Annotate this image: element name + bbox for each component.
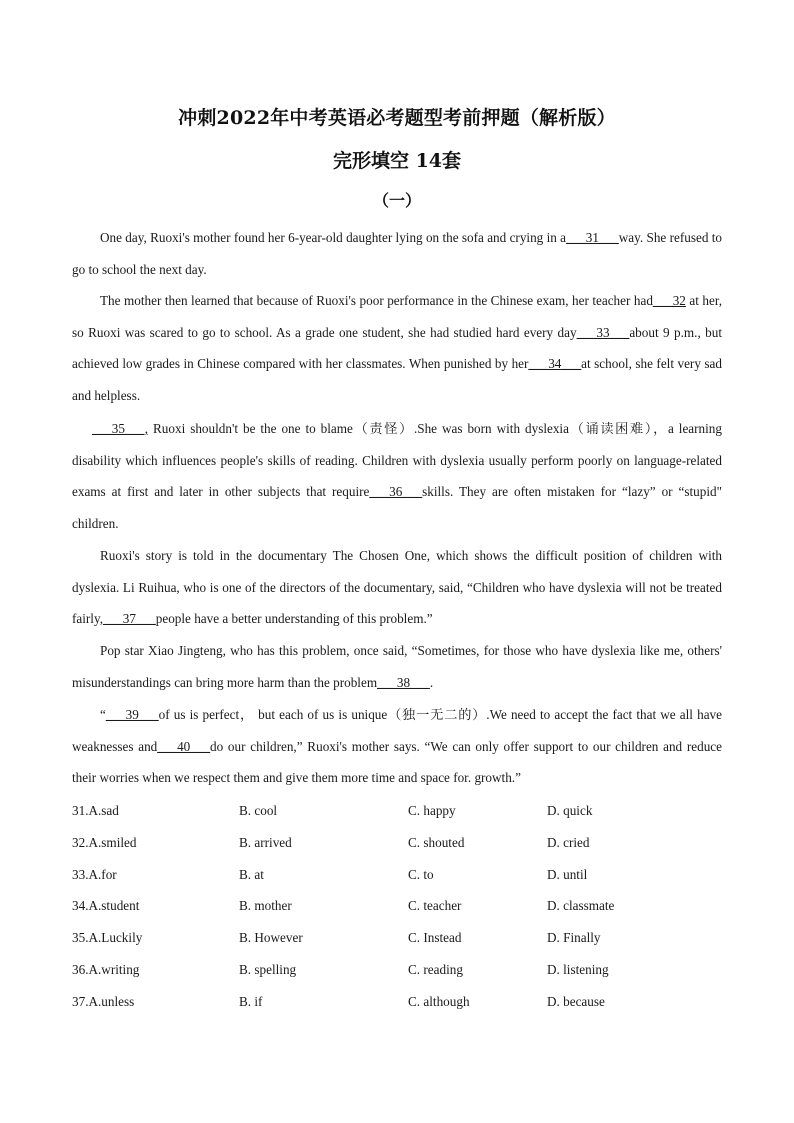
option-b: B. if [239, 993, 263, 1009]
option-a: 32.A.smiled [72, 834, 137, 850]
option-a: 31.A.sad [72, 803, 119, 818]
answer-options [72, 795, 722, 1018]
option-b: B. cool [239, 803, 278, 818]
option-c: C. Instead [408, 930, 462, 946]
blank-33: ___33___ [576, 324, 630, 340]
passage-paragraph-6 [72, 699, 722, 794]
passage-text: . [429, 674, 434, 690]
option-a: 33.A.for [72, 866, 117, 882]
passage-text: at school, she felt very sad and helpless. [72, 356, 722, 403]
passage-text: Pop star Xiao Jingteng, who has this problem, once said, “Sometimes, for those who have dyslexia like me, others' misunderstandings can bring more harm than the problem [72, 643, 722, 690]
passage-text: of us is perfect， but each of us is unique（独一无二的）.We need to accept the fact that we all have weaknesses and [72, 707, 722, 754]
section-heading: （一） [372, 191, 421, 210]
option-a: 35.A.Luckily [72, 930, 143, 946]
blank-34: ___34___ [528, 356, 582, 372]
blank-37: ___37___ [103, 611, 156, 627]
option-a: 37.A.unless [72, 993, 135, 1009]
question-32-options [72, 827, 722, 859]
passage-paragraph-1 [72, 222, 722, 285]
option-b: B. However [239, 930, 303, 946]
option-d: D. cried [547, 834, 590, 850]
passage-paragraph-4 [72, 540, 722, 635]
passage-text: The mother then learned that because of Ruoxi's poor performance in the Chinese exam, her teacher had [100, 293, 653, 308]
passage-text: people have a better understanding of this problem.” [155, 611, 433, 627]
question-36-options [72, 954, 722, 986]
passage-text: way. She refused to go to school the next day. [72, 230, 722, 277]
option-c: C. although [408, 993, 470, 1009]
passage-text: One day, Ruoxi's mother found her 6-year-old daughter lying on the sofa and crying in a [100, 230, 567, 245]
question-37-options [72, 986, 722, 1018]
option-b: B. spelling [239, 961, 297, 977]
option-c: C. shouted [408, 834, 465, 850]
option-a: 34.A.student [72, 898, 140, 914]
passage-text: Ruoxi shouldn't be the one to blame（责怪）.She was born with dyslexia（诵读困难），a learning disability which influences people's skills of reading. Children with dyslexia usually perform poorly on language-related exams at first and later in other subjects that require [72, 421, 722, 500]
question-33-options [72, 859, 722, 891]
option-b: B. arrived [239, 834, 292, 850]
option-d: D. because [547, 993, 605, 1009]
option-c: C. teacher [408, 898, 462, 914]
passage-paragraph-5 [72, 635, 722, 698]
blank-40: ___40___ [157, 738, 211, 754]
option-d: D. listening [547, 961, 609, 977]
option-a: 36.A.writing [72, 961, 140, 977]
option-d: D. quick [547, 803, 593, 818]
passage-text: Ruoxi's story is told in the documentary The Chosen One, which shows the difficult position of children with dyslexia. Li Ruihua, who is one of the directors of the documentary, said, “Children who have dyslexia will not be treated fairly, [72, 548, 722, 627]
option-d: D. until [547, 866, 588, 882]
question-35-options [72, 922, 722, 954]
blank-38: ___38___ [377, 674, 430, 690]
blank-36: ___36___ [369, 484, 423, 500]
option-b: B. mother [239, 898, 292, 914]
question-34-options [72, 890, 722, 922]
blank-35: ___35___, [92, 421, 149, 436]
question-31-options [72, 795, 722, 827]
option-b: B. at [239, 866, 264, 882]
option-c: C. happy [408, 803, 456, 818]
option-d: D. classmate [547, 898, 615, 914]
blank-39: ___39___ [105, 707, 159, 722]
blank-32: ___32 [652, 293, 686, 308]
option-d: D. Finally [547, 930, 601, 946]
option-c: C. reading [408, 961, 463, 977]
passage-text: at her, so Ruoxi was scared to go to school. As a grade one student, she had studied hard every day [72, 293, 722, 340]
blank-31: ___31___ [566, 230, 619, 245]
passage-text: skills. They are often mistaken for “lazy” or “stupid" children. [72, 484, 722, 531]
option-c: C. to [408, 866, 434, 882]
passage-text: do our children,” Ruoxi's mother says. “We can only offer support to our children and reduce their worries when we respect them and give them more time and space for. growth.” [72, 738, 722, 786]
document-subtitle: 完形填空 14套 [332, 150, 462, 172]
passage-paragraph-2 [72, 285, 722, 411]
document-title: 冲刺2022年中考英语必考题型考前押题（解析版） [178, 107, 616, 129]
passage-paragraph-3 [72, 413, 722, 539]
passage-text: “ [100, 707, 106, 722]
passage-text: about 9 p.m., but achieved low grades in Chinese compared with her classmates. When punished by her [72, 324, 722, 372]
